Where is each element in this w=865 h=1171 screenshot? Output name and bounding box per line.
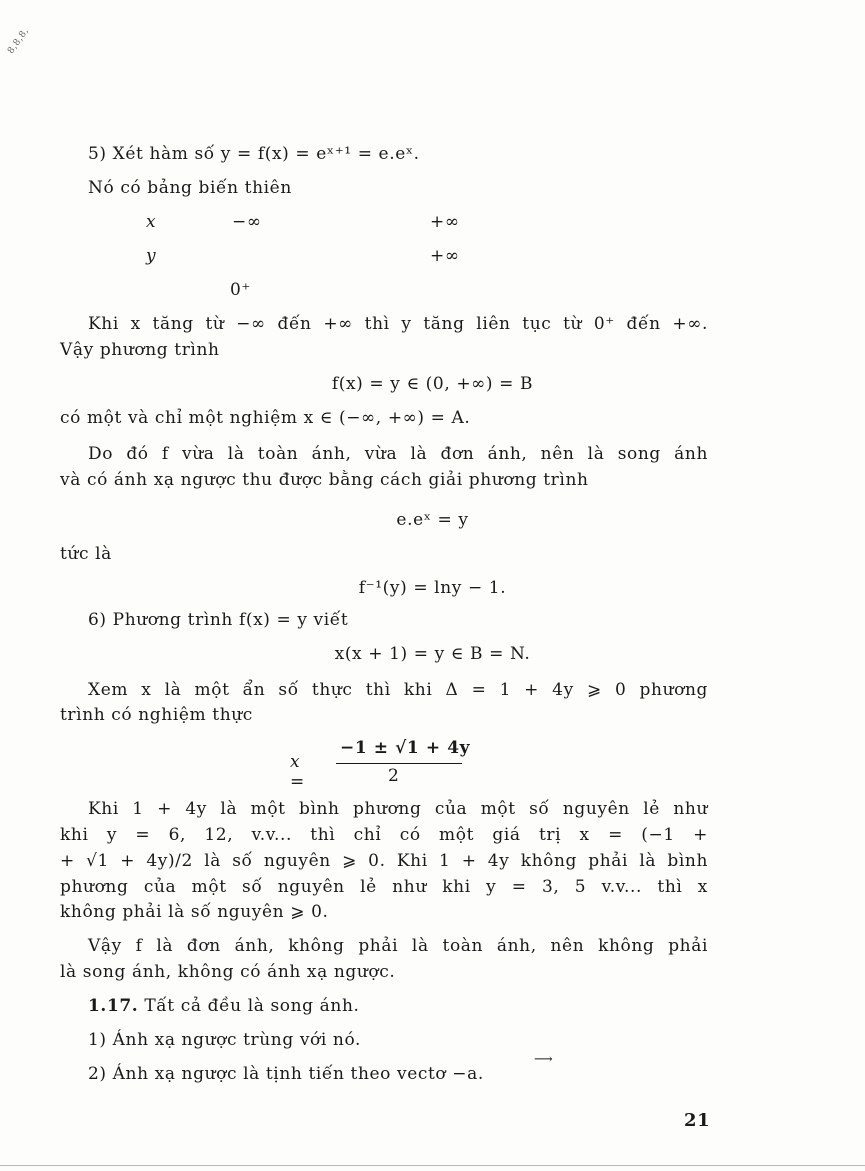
exercise-heading <box>88 994 360 1018</box>
para-text: trình có nghiệm thực <box>60 705 253 725</box>
table-plus-inf-y: +∞ <box>430 246 460 266</box>
formula-denominator: 2 <box>388 766 400 786</box>
para-text: 1) Ánh xạ ngược trùng với nó. <box>88 1030 362 1050</box>
table-plus-inf-x: +∞ <box>430 212 460 232</box>
para-text: tức là <box>60 544 112 564</box>
exercise-number: 1.17. <box>88 996 139 1016</box>
table-minus-inf: −∞ <box>232 212 262 232</box>
vector-arrow-icon: ⟶ <box>534 1052 554 1067</box>
fraction-bar <box>336 763 462 764</box>
table-x-label: x <box>146 212 157 232</box>
para-1-line: 5) Xét hàm số y = f(x) = eˣ⁺¹ = e.eˣ. <box>88 144 420 164</box>
para-text: có một và chỉ một nghiệm x ∈ (−∞, +∞) = A. <box>60 408 471 428</box>
para-text: và có ánh xạ ngược thu được bằng cách giải phương trình <box>60 470 589 490</box>
formula-lhs: x = <box>290 752 305 792</box>
para-text: Vậy phương trình <box>60 340 220 360</box>
para-text: không phải là số nguyên ⩾ 0. <box>60 902 329 922</box>
para-text: Do đó f vừa là toàn ánh, vừa là đơn ánh, nên là song ánh <box>88 444 708 464</box>
para-text: Khi x tăng từ −∞ đến +∞ thì y tăng liên tục từ 0⁺ đến +∞. <box>88 314 708 334</box>
equation: x(x + 1) = y ∈ B = N. <box>334 644 531 664</box>
table-zero-plus: 0⁺ <box>230 280 251 300</box>
margin-mark: 8,8,8, <box>6 26 32 56</box>
exercise-text: Tất cả đều là song ánh. <box>144 996 360 1016</box>
para-text: phương của một số nguyên lẻ như khi y = 3, 5 v.v... thì x <box>60 877 708 897</box>
para-text: 6) Phương trình f(x) = y viết <box>88 610 349 630</box>
para-text: Khi 1 + 4y là một bình phương của một số nguyên lẻ như <box>88 799 708 819</box>
equation: e.eˣ = y <box>396 510 469 530</box>
para-text: Vậy f là đơn ánh, không phải là toàn ánh, nên không phải <box>88 936 708 956</box>
equation: f(x) = y ∈ (0, +∞) = B <box>331 374 534 394</box>
para-text: khi y = 6, 12, v.v... thì chỉ có một giá trị x = (−1 + <box>60 825 708 845</box>
table-intro: Nó có bảng biến thiên <box>88 178 292 198</box>
bottom-rule <box>0 1165 865 1166</box>
formula-numerator: −1 ± √1 + 4y <box>340 738 471 758</box>
para-text: + √1 + 4y)/2 là số nguyên ⩾ 0. Khi 1 + 4y không phải là bình <box>60 851 708 871</box>
page-number: 21 <box>684 1110 711 1131</box>
equation: f⁻¹(y) = lny − 1. <box>358 578 507 598</box>
para-text: Xem x là một ẩn số thực thì khi Δ = 1 + 4y ⩾ 0 phương <box>88 680 708 700</box>
para-text: 2) Ánh xạ ngược là tịnh tiến theo vectơ −a. <box>88 1064 484 1084</box>
table-y-label: y <box>146 246 157 266</box>
para-text: là song ánh, không có ánh xạ ngược. <box>60 962 396 982</box>
